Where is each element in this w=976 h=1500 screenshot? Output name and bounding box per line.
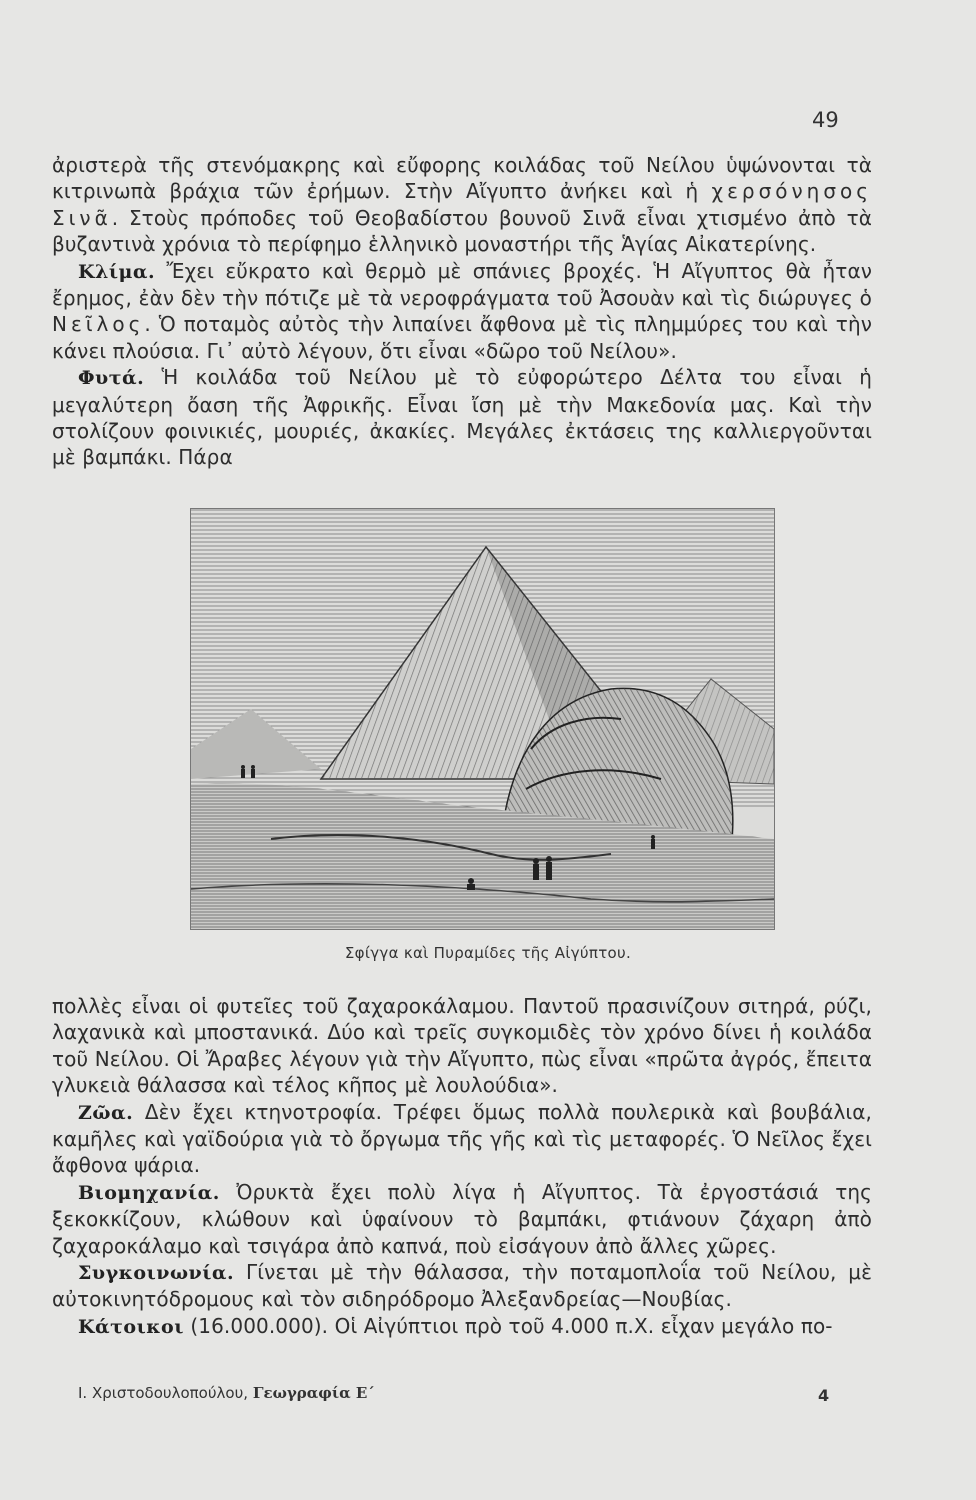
figure-caption: Σφίγγα καὶ Πυραμίδες τῆς Αἰγύπτου. bbox=[344, 944, 632, 962]
section-heading-inhabitants: Κάτοικοι bbox=[78, 1315, 184, 1338]
paragraph-transport bbox=[52, 1259, 872, 1313]
section-heading-transport: Συγκοινωνία. bbox=[78, 1262, 235, 1285]
paragraph-text: Ὀρυκτὰ ἔχει πολὺ λίγα ἡ Αἴγυπτος. Τὰ ἐργοστάσιά της ξεκοκκίζουν, κλώθουν καὶ ὑφαίνουν τὸ βαμπάκι, φτιάνουν ζάχαρη ἀπὸ ζαχαροκάλαμο καὶ τσιγάρα ἀπὸ καπνά, ποὺ εἰσάγουν ἀπὸ ἄλλες χῶρες. bbox=[52, 1179, 872, 1258]
paragraph-text: Γίνεται μὲ τὴν θάλασσα, τὴν ποταμοπλοΐα τοῦ Νείλου, μὲ αὐτοκινητόδρομους καὶ τὸν σιδηρόδρομο Ἀλεξανδρείας—Νουβίας. bbox=[52, 1260, 872, 1312]
paragraph-text: ἀριστερὰ τῆς στενόμακρης καὶ εὔφορης κοιλάδας τοῦ Νείλου ὑψώνονται τὰ κιτρινωπὰ βράχια τῶν ἐρήμων. Στὴν Αἴγυπτο ἀνήκει καὶ ἡ bbox=[52, 153, 872, 204]
signature-mark: 4 bbox=[818, 1386, 830, 1405]
paragraph-industry bbox=[52, 1179, 872, 1259]
paragraph-inhabitants bbox=[52, 1313, 872, 1340]
paragraph-text: Δὲν ἔχει κτηνοτροφία. Τρέφει ὅμως πολλὰ πουλερικὰ καὶ βουβάλια, καμῆλες καὶ γαϊδούρια γιὰ τὸ ὄργωμα τῆς γῆς καὶ τὶς μεταφορές. Ὁ Νεῖλος ἔχει ἄφθονα ψάρια. bbox=[52, 1099, 872, 1178]
emphasis-text: Νεῖλος bbox=[52, 312, 145, 337]
section-heading-animals: Ζῶα. bbox=[78, 1101, 134, 1124]
section-heading-industry: Βιομηχανία. bbox=[78, 1181, 220, 1204]
paragraph-climate bbox=[52, 258, 872, 365]
book-title: Γεωγραφία Ε΄ bbox=[252, 1384, 375, 1402]
emphasis-text: χερσόνησος Σινᾶ bbox=[52, 179, 872, 230]
text-block-top bbox=[52, 152, 872, 471]
paragraph-text: Ἡ κοιλάδα τοῦ Νείλου μὲ τὸ εὐφορώτερο Δέλτα του εἶναι ἡ μεγαλύτερη ὄαση τῆς Ἀφρικῆς. Εἶναι ἴση μὲ τὴν Μακεδονία μας. Καὶ τὴν στολίζουν φοινικιές, μουριές, ἀκακίες. Μεγάλες ἐκτάσεις της καλλιεργοῦνται μὲ βαμπάκι. Πάρα bbox=[52, 365, 872, 470]
pyramid-illustration bbox=[190, 508, 775, 930]
paragraph-crops bbox=[52, 993, 872, 1099]
paragraph-plants bbox=[52, 364, 872, 471]
text-block-bottom bbox=[52, 993, 872, 1340]
paragraph-text: . Ὁ ποταμὸς αὐτὸς τὴν λιπαίνει ἄφθονα μὲ τὶς πλημμύρες του καὶ τὴν κάνει πλούσια. Γι᾽ αὐτὸ λέγουν, ὅτι εἶναι «δῶρο τοῦ Νείλου». bbox=[52, 312, 872, 363]
paragraph-text: (16.000.000). Οἱ Αἰγύπτιοι πρὸ τοῦ 4.000 π.Χ. εἶχαν μεγάλο πο- bbox=[183, 1313, 833, 1338]
engraving-graphic bbox=[191, 509, 774, 929]
paragraph-text: . Στοὺς πρόποδες τοῦ Θεοβαδίστου βουνοῦ Σινᾶ εἶναι χτισμένο ἀπὸ τὰ βυζαντινὰ χρόνια τὸ περίφημο ἑλληνικὸ μοναστήρι τῆς Ἁγίας Αἰκατερίνης. bbox=[52, 205, 872, 257]
paragraph-sinai bbox=[52, 152, 872, 258]
page-number: 49 bbox=[812, 108, 839, 132]
paragraph-text: πολλὲς εἶναι οἱ φυτεῖες τοῦ ζαχαροκάλαμου. Παντοῦ πρασινίζουν σιτηρά, ρύζι, λαχανικὰ καὶ μποστανικά. Δύο καὶ τρεῖς συγκομιδὲς τὸν χρόνο δίνει ἡ κοιλάδα τοῦ Νείλου. Οἱ Ἄραβες λέγουν γιὰ τὴν Αἴγυπτο, πὼς εἶναι «πρῶτα ἀγρός, ἔπειτα γλυκειὰ θάλασσα καὶ τέλος κῆπος μὲ λουλούδια». bbox=[52, 994, 872, 1098]
paragraph-text: Ἔχει εὔκρατο καὶ θερμὸ μὲ σπάνιες βροχές. Ἡ Αἴγυπτος θὰ ἦταν ἔρημος, ἐὰν δὲν τὴν πότιζε μὲ τὰ νεροφράγματα τοῦ Ἀσουὰν καὶ τὶς διώρυγες ὁ bbox=[52, 258, 872, 311]
footer-author bbox=[78, 1384, 375, 1402]
section-heading-plants: Φυτά. bbox=[78, 367, 145, 390]
author-name: I. Χριστοδουλοπούλου, bbox=[78, 1384, 249, 1402]
section-heading-climate: Κλίμα. bbox=[78, 260, 156, 283]
paragraph-animals bbox=[52, 1099, 872, 1179]
